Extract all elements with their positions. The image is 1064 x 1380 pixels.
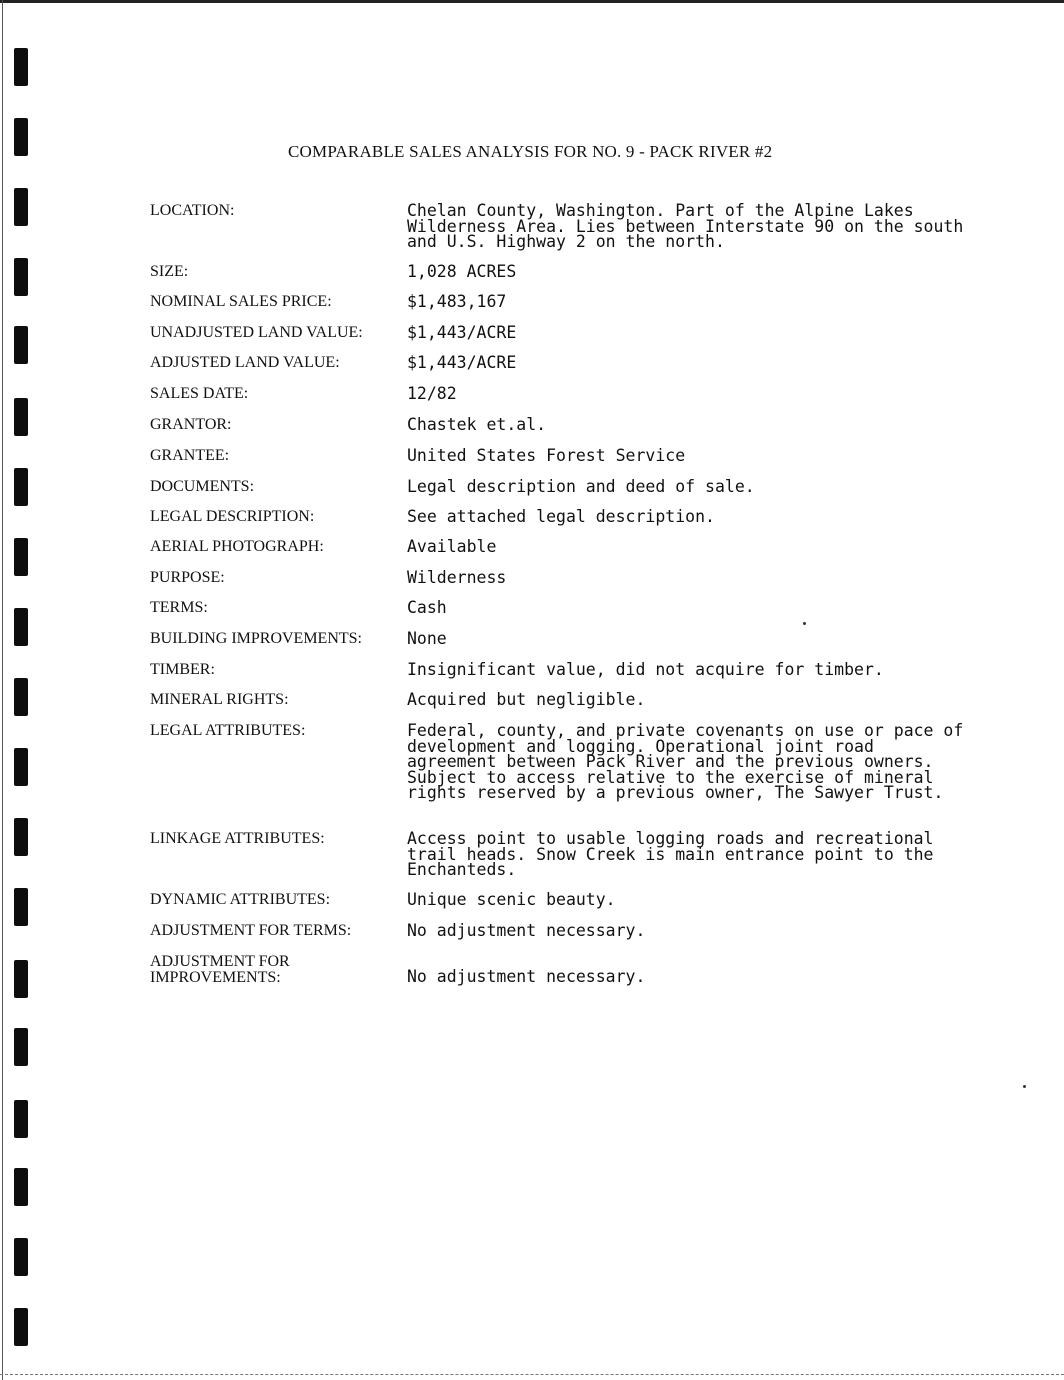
- document-title: COMPARABLE SALES ANALYSIS FOR NO. 9 - PACK RIVER #2: [288, 142, 773, 161]
- field-value: Insignificant value, did not acquire for timber.: [407, 660, 884, 679]
- field-label: DOCUMENTS:: [150, 478, 255, 495]
- field-label: SALES DATE:: [150, 385, 249, 402]
- field-label: AERIAL PHOTOGRAPH:: [150, 538, 324, 555]
- field-label: LEGAL DESCRIPTION:: [150, 508, 315, 525]
- binding-hole: [14, 1028, 28, 1066]
- field-value: Chelan County, Washington. Part of the Alpine Lakes Wilderness Area. Lies between Interstate 90 on the south and U.S. Highway 2 on the north.: [407, 201, 964, 251]
- field-label: LOCATION:: [150, 202, 235, 219]
- binding-hole: [14, 538, 28, 576]
- field-value: No adjustment necessary.: [407, 921, 646, 940]
- binding-hole: [14, 258, 28, 296]
- binding-hole: [14, 1168, 28, 1206]
- field-label: MINERAL RIGHTS:: [150, 691, 289, 708]
- field-label: LEGAL ATTRIBUTES:: [150, 722, 306, 739]
- field-value: Chastek et.al.: [407, 415, 547, 434]
- scan-speck: [1023, 1085, 1026, 1088]
- field-label: UNADJUSTED LAND VALUE:: [150, 324, 363, 341]
- field-value: Legal description and deed of sale.: [407, 477, 755, 496]
- field-value: $1,483,167: [407, 292, 507, 311]
- field-label: NOMINAL SALES PRICE:: [150, 293, 332, 310]
- field-label: ADJUSTMENT FOR IMPROVEMENTS:: [150, 953, 290, 986]
- field-label: PURPOSE:: [150, 569, 225, 586]
- field-value: Federal, county, and private covenants on use or pace of development and logging. Operational joint road agreement between Pack River and the previous owners. Subject to access relative to the exercise of mineral rights reserved by a previous owner, The Sawyer Trust.: [407, 721, 964, 802]
- scan-left-edge: [2, 0, 3, 1380]
- binding-hole: [14, 818, 28, 856]
- field-value: Unique scenic beauty.: [407, 890, 616, 909]
- binding-holes: [14, 0, 34, 1380]
- binding-hole: [14, 748, 28, 786]
- field-label: BUILDING IMPROVEMENTS:: [150, 630, 362, 647]
- field-label: TIMBER:: [150, 661, 215, 678]
- binding-hole: [14, 48, 28, 86]
- field-value: See attached legal description.: [407, 507, 715, 526]
- field-label: GRANTEE:: [150, 447, 230, 464]
- field-value: Acquired but negligible.: [407, 690, 646, 709]
- field-value: United States Forest Service: [407, 446, 686, 465]
- binding-hole: [14, 468, 28, 506]
- binding-hole: [14, 960, 28, 998]
- field-label: LINKAGE ATTRIBUTES:: [150, 830, 325, 847]
- scan-top-edge: [0, 0, 1064, 3]
- field-label: ADJUSTMENT FOR TERMS:: [150, 922, 352, 939]
- field-value: 1,028 ACRES: [407, 262, 517, 281]
- field-value: None: [407, 629, 447, 648]
- binding-hole: [14, 1238, 28, 1276]
- field-label: GRANTOR:: [150, 416, 232, 433]
- binding-hole: [14, 188, 28, 226]
- scan-speck: [803, 622, 806, 625]
- binding-hole: [14, 608, 28, 646]
- scan-bottom-edge: [0, 1374, 1064, 1376]
- field-value: Access point to usable logging roads and recreational trail heads. Snow Creek is main entrance point to the Enchanteds.: [407, 829, 934, 879]
- field-value: $1,443/ACRE: [407, 323, 517, 342]
- field-value: Available: [407, 537, 497, 556]
- field-label: SIZE:: [150, 263, 189, 280]
- field-label: ADJUSTED LAND VALUE:: [150, 354, 340, 371]
- binding-hole: [14, 678, 28, 716]
- field-value: $1,443/ACRE: [407, 353, 517, 372]
- binding-hole: [14, 118, 28, 156]
- binding-hole: [14, 1100, 28, 1138]
- field-label: DYNAMIC ATTRIBUTES:: [150, 891, 331, 908]
- field-label: TERMS:: [150, 599, 208, 616]
- binding-hole: [14, 1308, 28, 1346]
- binding-hole: [14, 398, 28, 436]
- field-value: No adjustment necessary.: [407, 967, 646, 986]
- field-value: Wilderness: [407, 568, 507, 587]
- binding-hole: [14, 888, 28, 926]
- binding-hole: [14, 326, 28, 364]
- field-value: 12/82: [407, 384, 457, 403]
- field-value: Cash: [407, 598, 447, 617]
